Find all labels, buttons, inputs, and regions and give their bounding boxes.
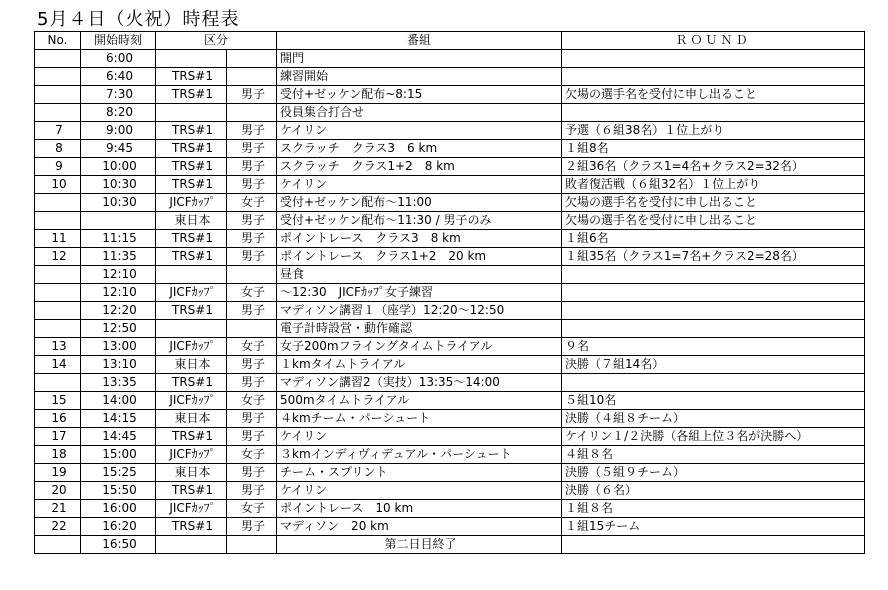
row-start-time: 11:35 [81, 248, 156, 266]
row-category [227, 50, 277, 68]
row-no: 7 [35, 122, 81, 140]
row-program: 第二日目終了 [277, 536, 562, 554]
row-division [156, 536, 227, 554]
row-start-time: 6:00 [81, 50, 156, 68]
row-start-time: 9:45 [81, 140, 156, 158]
row-program: 開門 [277, 50, 562, 68]
row-division: TRS#1 [156, 302, 227, 320]
table-row [35, 338, 865, 356]
row-division: TRS#1 [156, 230, 227, 248]
row-category: 男子 [227, 356, 277, 374]
row-start-time: 12:10 [81, 284, 156, 302]
row-category: 女子 [227, 194, 277, 212]
row-program: 電子計時設営・動作確認 [277, 320, 562, 338]
row-start-time: 13:10 [81, 356, 156, 374]
table-row [35, 86, 865, 104]
row-division: TRS#1 [156, 248, 227, 266]
row-division: TRS#1 [156, 176, 227, 194]
row-round: 決勝（６名） [562, 482, 865, 500]
row-division: TRS#1 [156, 518, 227, 536]
row-category [227, 68, 277, 86]
row-program: 受付+ゼッケン配布~8:15 [277, 86, 562, 104]
row-category: 女子 [227, 338, 277, 356]
row-category: 男子 [227, 176, 277, 194]
row-round: 決勝（７組14名） [562, 356, 865, 374]
row-program: 練習開始 [277, 68, 562, 86]
row-division [156, 320, 227, 338]
row-no [35, 86, 81, 104]
row-division: TRS#1 [156, 428, 227, 446]
header-no: No. [35, 32, 81, 50]
row-round: 欠場の選手名を受付に申し出ること [562, 86, 865, 104]
row-no: 19 [35, 464, 81, 482]
row-start-time: 14:00 [81, 392, 156, 410]
row-start-time: 10:30 [81, 176, 156, 194]
row-no: 8 [35, 140, 81, 158]
row-division: TRS#1 [156, 140, 227, 158]
header-program: 番組 [277, 32, 562, 50]
row-division: 東日本 [156, 410, 227, 428]
row-start-time: 13:00 [81, 338, 156, 356]
row-division [156, 50, 227, 68]
row-division: 東日本 [156, 464, 227, 482]
row-start-time: 16:20 [81, 518, 156, 536]
row-start-time [81, 212, 156, 230]
row-start-time: 6:40 [81, 68, 156, 86]
row-round: ９名 [562, 338, 865, 356]
table-row [35, 392, 865, 410]
row-no [35, 302, 81, 320]
row-program: 役員集合打合せ [277, 104, 562, 122]
table-row [35, 266, 865, 284]
row-no: 22 [35, 518, 81, 536]
row-program: チーム・スプリント [277, 464, 562, 482]
table-row [35, 482, 865, 500]
row-no: 20 [35, 482, 81, 500]
row-start-time: 15:00 [81, 446, 156, 464]
row-start-time: 16:00 [81, 500, 156, 518]
row-start-time: 13:35 [81, 374, 156, 392]
row-round: １組15チーム [562, 518, 865, 536]
schedule-body [35, 50, 865, 554]
row-category: 男子 [227, 302, 277, 320]
row-program: 500mタイムトライアル [277, 392, 562, 410]
row-round: １組８名 [562, 500, 865, 518]
table-row [35, 356, 865, 374]
table-row [35, 68, 865, 86]
row-round [562, 374, 865, 392]
row-division: TRS#1 [156, 68, 227, 86]
row-start-time: 10:30 [81, 194, 156, 212]
table-row [35, 374, 865, 392]
row-category: 男子 [227, 86, 277, 104]
row-round: ２組36名（クラス1=4名+クラス2=32名） [562, 158, 865, 176]
row-category [227, 536, 277, 554]
table-row [35, 158, 865, 176]
table-row [35, 518, 865, 536]
row-round [562, 302, 865, 320]
row-program: ポイントレース クラス1+2 20 km [277, 248, 562, 266]
row-round: 決勝（４組８チーム） [562, 410, 865, 428]
row-division: JICFｶｯﾌﾟ [156, 284, 227, 302]
row-no [35, 320, 81, 338]
table-row [35, 122, 865, 140]
row-start-time: 7:30 [81, 86, 156, 104]
row-category: 男子 [227, 518, 277, 536]
row-start-time: 15:50 [81, 482, 156, 500]
table-row [35, 464, 865, 482]
header-division: 区分 [156, 32, 277, 50]
row-round [562, 284, 865, 302]
row-start-time: 12:50 [81, 320, 156, 338]
row-category: 男子 [227, 212, 277, 230]
row-no: 14 [35, 356, 81, 374]
row-no [35, 212, 81, 230]
row-no [35, 194, 81, 212]
row-round: 欠場の選手名を受付に申し出ること [562, 194, 865, 212]
row-start-time: 11:15 [81, 230, 156, 248]
row-round: 敗者復活戦（６組32名）１位上がり [562, 176, 865, 194]
row-no [35, 536, 81, 554]
row-program: ケイリン [277, 176, 562, 194]
row-category: 男子 [227, 140, 277, 158]
row-round [562, 68, 865, 86]
row-start-time: 9:00 [81, 122, 156, 140]
row-category: 男子 [227, 230, 277, 248]
row-division: 東日本 [156, 356, 227, 374]
row-category [227, 266, 277, 284]
table-row [35, 104, 865, 122]
row-round [562, 320, 865, 338]
row-category [227, 320, 277, 338]
row-program: マディソン講習１（座学）12:20～12:50 [277, 302, 562, 320]
row-start-time: 12:10 [81, 266, 156, 284]
row-start-time: 15:25 [81, 464, 156, 482]
row-division: JICFｶｯﾌﾟ [156, 500, 227, 518]
row-no: 11 [35, 230, 81, 248]
row-category: 男子 [227, 464, 277, 482]
row-no: 15 [35, 392, 81, 410]
row-no: 17 [35, 428, 81, 446]
table-row [35, 284, 865, 302]
table-row [35, 536, 865, 554]
table-row [35, 140, 865, 158]
row-no: 13 [35, 338, 81, 356]
row-division: JICFｶｯﾌﾟ [156, 446, 227, 464]
row-division: 東日本 [156, 212, 227, 230]
row-category: 女子 [227, 392, 277, 410]
row-round: ５組10名 [562, 392, 865, 410]
row-program: ３kmインディヴィデュアル・パーシュート [277, 446, 562, 464]
row-program: ポイントレース 10 km [277, 500, 562, 518]
row-category: 女子 [227, 284, 277, 302]
row-round: ４組８名 [562, 446, 865, 464]
row-round: 予選（６組38名）１位上がり [562, 122, 865, 140]
table-row [35, 212, 865, 230]
row-category: 男子 [227, 248, 277, 266]
row-round: ケイリン１/２決勝（各組上位３名が決勝へ） [562, 428, 865, 446]
row-round: １組8名 [562, 140, 865, 158]
row-no: 21 [35, 500, 81, 518]
row-division: TRS#1 [156, 122, 227, 140]
row-division: TRS#1 [156, 482, 227, 500]
row-round [562, 266, 865, 284]
row-no: 18 [35, 446, 81, 464]
page-title: 5月４日（火祝）時程表 [37, 9, 240, 30]
row-division [156, 104, 227, 122]
row-category [227, 104, 277, 122]
table-row [35, 194, 865, 212]
row-no [35, 50, 81, 68]
table-row [35, 428, 865, 446]
schedule-table [34, 31, 865, 554]
row-division: JICFｶｯﾌﾟ [156, 338, 227, 356]
row-division: JICFｶｯﾌﾟ [156, 194, 227, 212]
row-program: ～12:30 JICFｶｯﾌﾟ女子練習 [277, 284, 562, 302]
row-no: 16 [35, 410, 81, 428]
header-row [35, 32, 865, 50]
row-program: ４kmチーム・パーシュート [277, 410, 562, 428]
row-round [562, 104, 865, 122]
row-division: TRS#1 [156, 374, 227, 392]
row-program: マディソン講習2（実技）13:35～14:00 [277, 374, 562, 392]
row-category: 男子 [227, 410, 277, 428]
row-program: ケイリン [277, 482, 562, 500]
row-category: 男子 [227, 428, 277, 446]
row-division: TRS#1 [156, 158, 227, 176]
row-category: 男子 [227, 122, 277, 140]
row-no [35, 374, 81, 392]
row-category: 女子 [227, 446, 277, 464]
table-row [35, 446, 865, 464]
header-round: ＲＯＵＮＤ [562, 32, 865, 50]
row-program: ケイリン [277, 428, 562, 446]
row-start-time: 16:50 [81, 536, 156, 554]
table-row [35, 302, 865, 320]
row-program: ケイリン [277, 122, 562, 140]
row-start-time: 8:20 [81, 104, 156, 122]
row-program: 女子200mフライングタイムトライアル [277, 338, 562, 356]
row-start-time: 12:20 [81, 302, 156, 320]
row-no: 9 [35, 158, 81, 176]
table-row [35, 50, 865, 68]
row-no: 12 [35, 248, 81, 266]
row-program: マディソン 20 km [277, 518, 562, 536]
row-round [562, 50, 865, 68]
table-row [35, 176, 865, 194]
row-category: 女子 [227, 500, 277, 518]
row-program: 昼食 [277, 266, 562, 284]
row-category: 男子 [227, 374, 277, 392]
table-row [35, 410, 865, 428]
row-no [35, 266, 81, 284]
row-round: １組35名（クラス1=7名+クラス2=28名） [562, 248, 865, 266]
row-division: JICFｶｯﾌﾟ [156, 392, 227, 410]
row-division [156, 266, 227, 284]
row-program: スクラッチ クラス1+2 8 km [277, 158, 562, 176]
row-round: 欠場の選手名を受付に申し出ること [562, 212, 865, 230]
table-row [35, 500, 865, 518]
row-program: スクラッチ クラス3 6 km [277, 140, 562, 158]
row-category: 男子 [227, 158, 277, 176]
row-program: ポイントレース クラス3 8 km [277, 230, 562, 248]
row-start-time: 10:00 [81, 158, 156, 176]
row-no [35, 104, 81, 122]
header-start-time: 開始時刻 [81, 32, 156, 50]
row-category: 男子 [227, 482, 277, 500]
row-round [562, 536, 865, 554]
row-program: 受付+ゼッケン配布～11:00 [277, 194, 562, 212]
row-round: １組6名 [562, 230, 865, 248]
table-row [35, 320, 865, 338]
table-row [35, 230, 865, 248]
row-no [35, 284, 81, 302]
row-no: 10 [35, 176, 81, 194]
row-program: １kmタイムトライアル [277, 356, 562, 374]
row-start-time: 14:15 [81, 410, 156, 428]
row-no [35, 68, 81, 86]
row-division: TRS#1 [156, 86, 227, 104]
row-start-time: 14:45 [81, 428, 156, 446]
table-row [35, 248, 865, 266]
row-program: 受付+ゼッケン配布～11:30 / 男子のみ [277, 212, 562, 230]
row-round: 決勝（５組９チーム） [562, 464, 865, 482]
